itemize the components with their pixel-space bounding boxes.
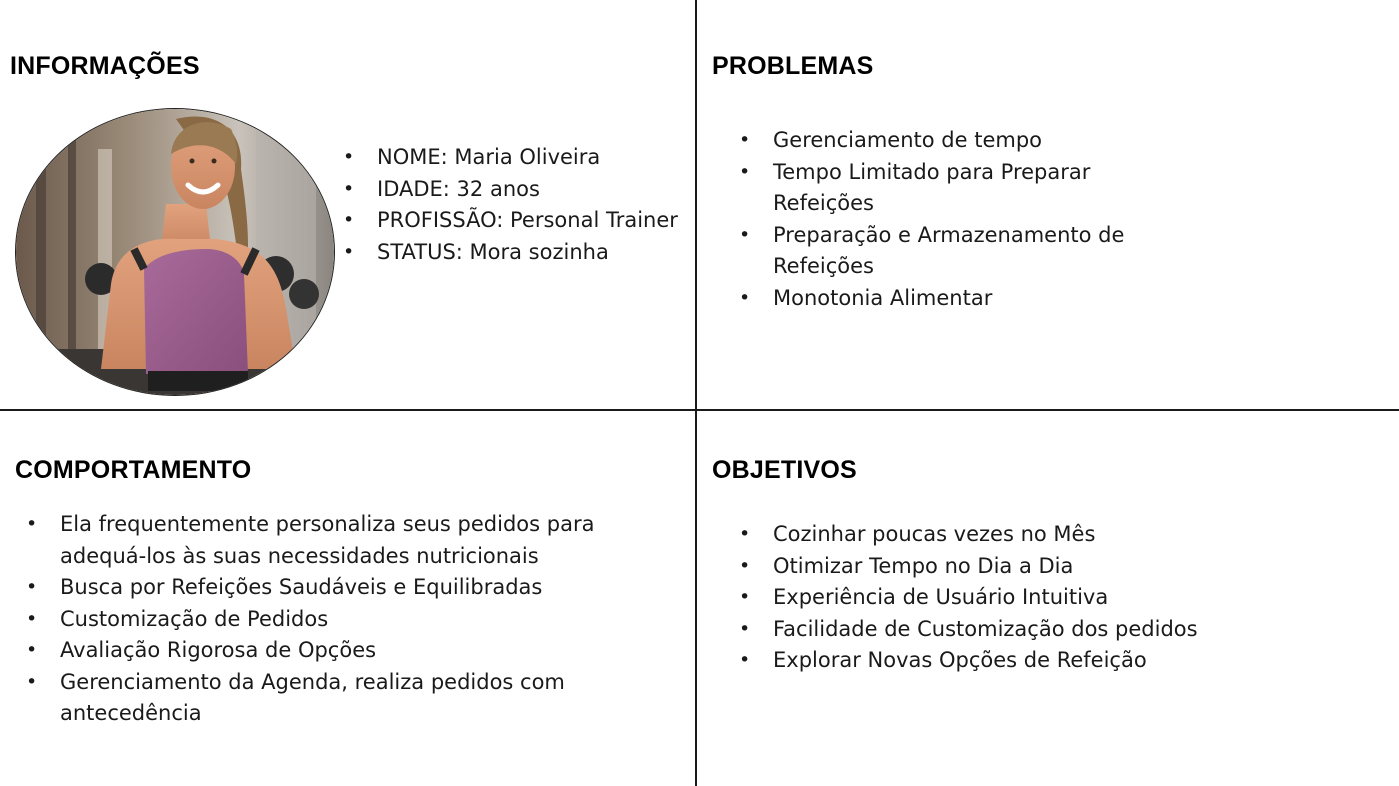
- problema-item: • Tempo Limitado para Preparar Refeições: [739, 157, 1179, 220]
- objetivo-item: • Experiência de Usuário Intuitiva: [739, 582, 1339, 614]
- persona-photo-illustration: [16, 109, 334, 395]
- problema-item: • Monotonia Alimentar: [739, 283, 1179, 315]
- info-item-status: • STATUS: Mora sozinha: [343, 237, 678, 269]
- persona-photo: [15, 108, 335, 396]
- problema-item: • Preparação e Armazenamento de Refeições: [739, 220, 1179, 283]
- info-item-profissao: • PROFISSÃO: Personal Trainer: [343, 205, 678, 237]
- objetivos-list: [739, 519, 1339, 677]
- info-item-idade: • IDADE: 32 anos: [343, 174, 678, 206]
- comportamento-item: • Gerenciamento da Agenda, realiza pedidos com antecedência: [26, 667, 606, 730]
- problemas-heading: PROBLEMAS: [712, 52, 874, 80]
- comportamento-item: • Avaliação Rigorosa de Opções: [26, 635, 606, 667]
- informacoes-list: [343, 142, 678, 268]
- comportamento-item: • Ela frequentemente personaliza seus pedidos para adequá-los às suas necessidades nutricionais: [26, 509, 606, 572]
- objetivo-item: • Facilidade de Customização dos pedidos: [739, 614, 1339, 646]
- horizontal-divider: [0, 409, 1399, 411]
- objetivo-item: • Cozinhar poucas vezes no Mês: [739, 519, 1339, 551]
- objetivo-item: • Explorar Novas Opções de Refeição: [739, 645, 1339, 677]
- comportamento-item: • Customização de Pedidos: [26, 604, 606, 636]
- objetivo-item: • Otimizar Tempo no Dia a Dia: [739, 551, 1339, 583]
- problema-item: • Gerenciamento de tempo: [739, 125, 1179, 157]
- vertical-divider: [695, 0, 697, 786]
- comportamento-list: [26, 509, 606, 730]
- comportamento-item: • Busca por Refeições Saudáveis e Equilibradas: [26, 572, 606, 604]
- problemas-list: [739, 125, 1179, 314]
- informacoes-heading: INFORMAÇÕES: [10, 52, 200, 80]
- objetivos-heading: OBJETIVOS: [712, 456, 857, 484]
- comportamento-heading: COMPORTAMENTO: [15, 456, 252, 484]
- info-item-nome: • NOME: Maria Oliveira: [343, 142, 678, 174]
